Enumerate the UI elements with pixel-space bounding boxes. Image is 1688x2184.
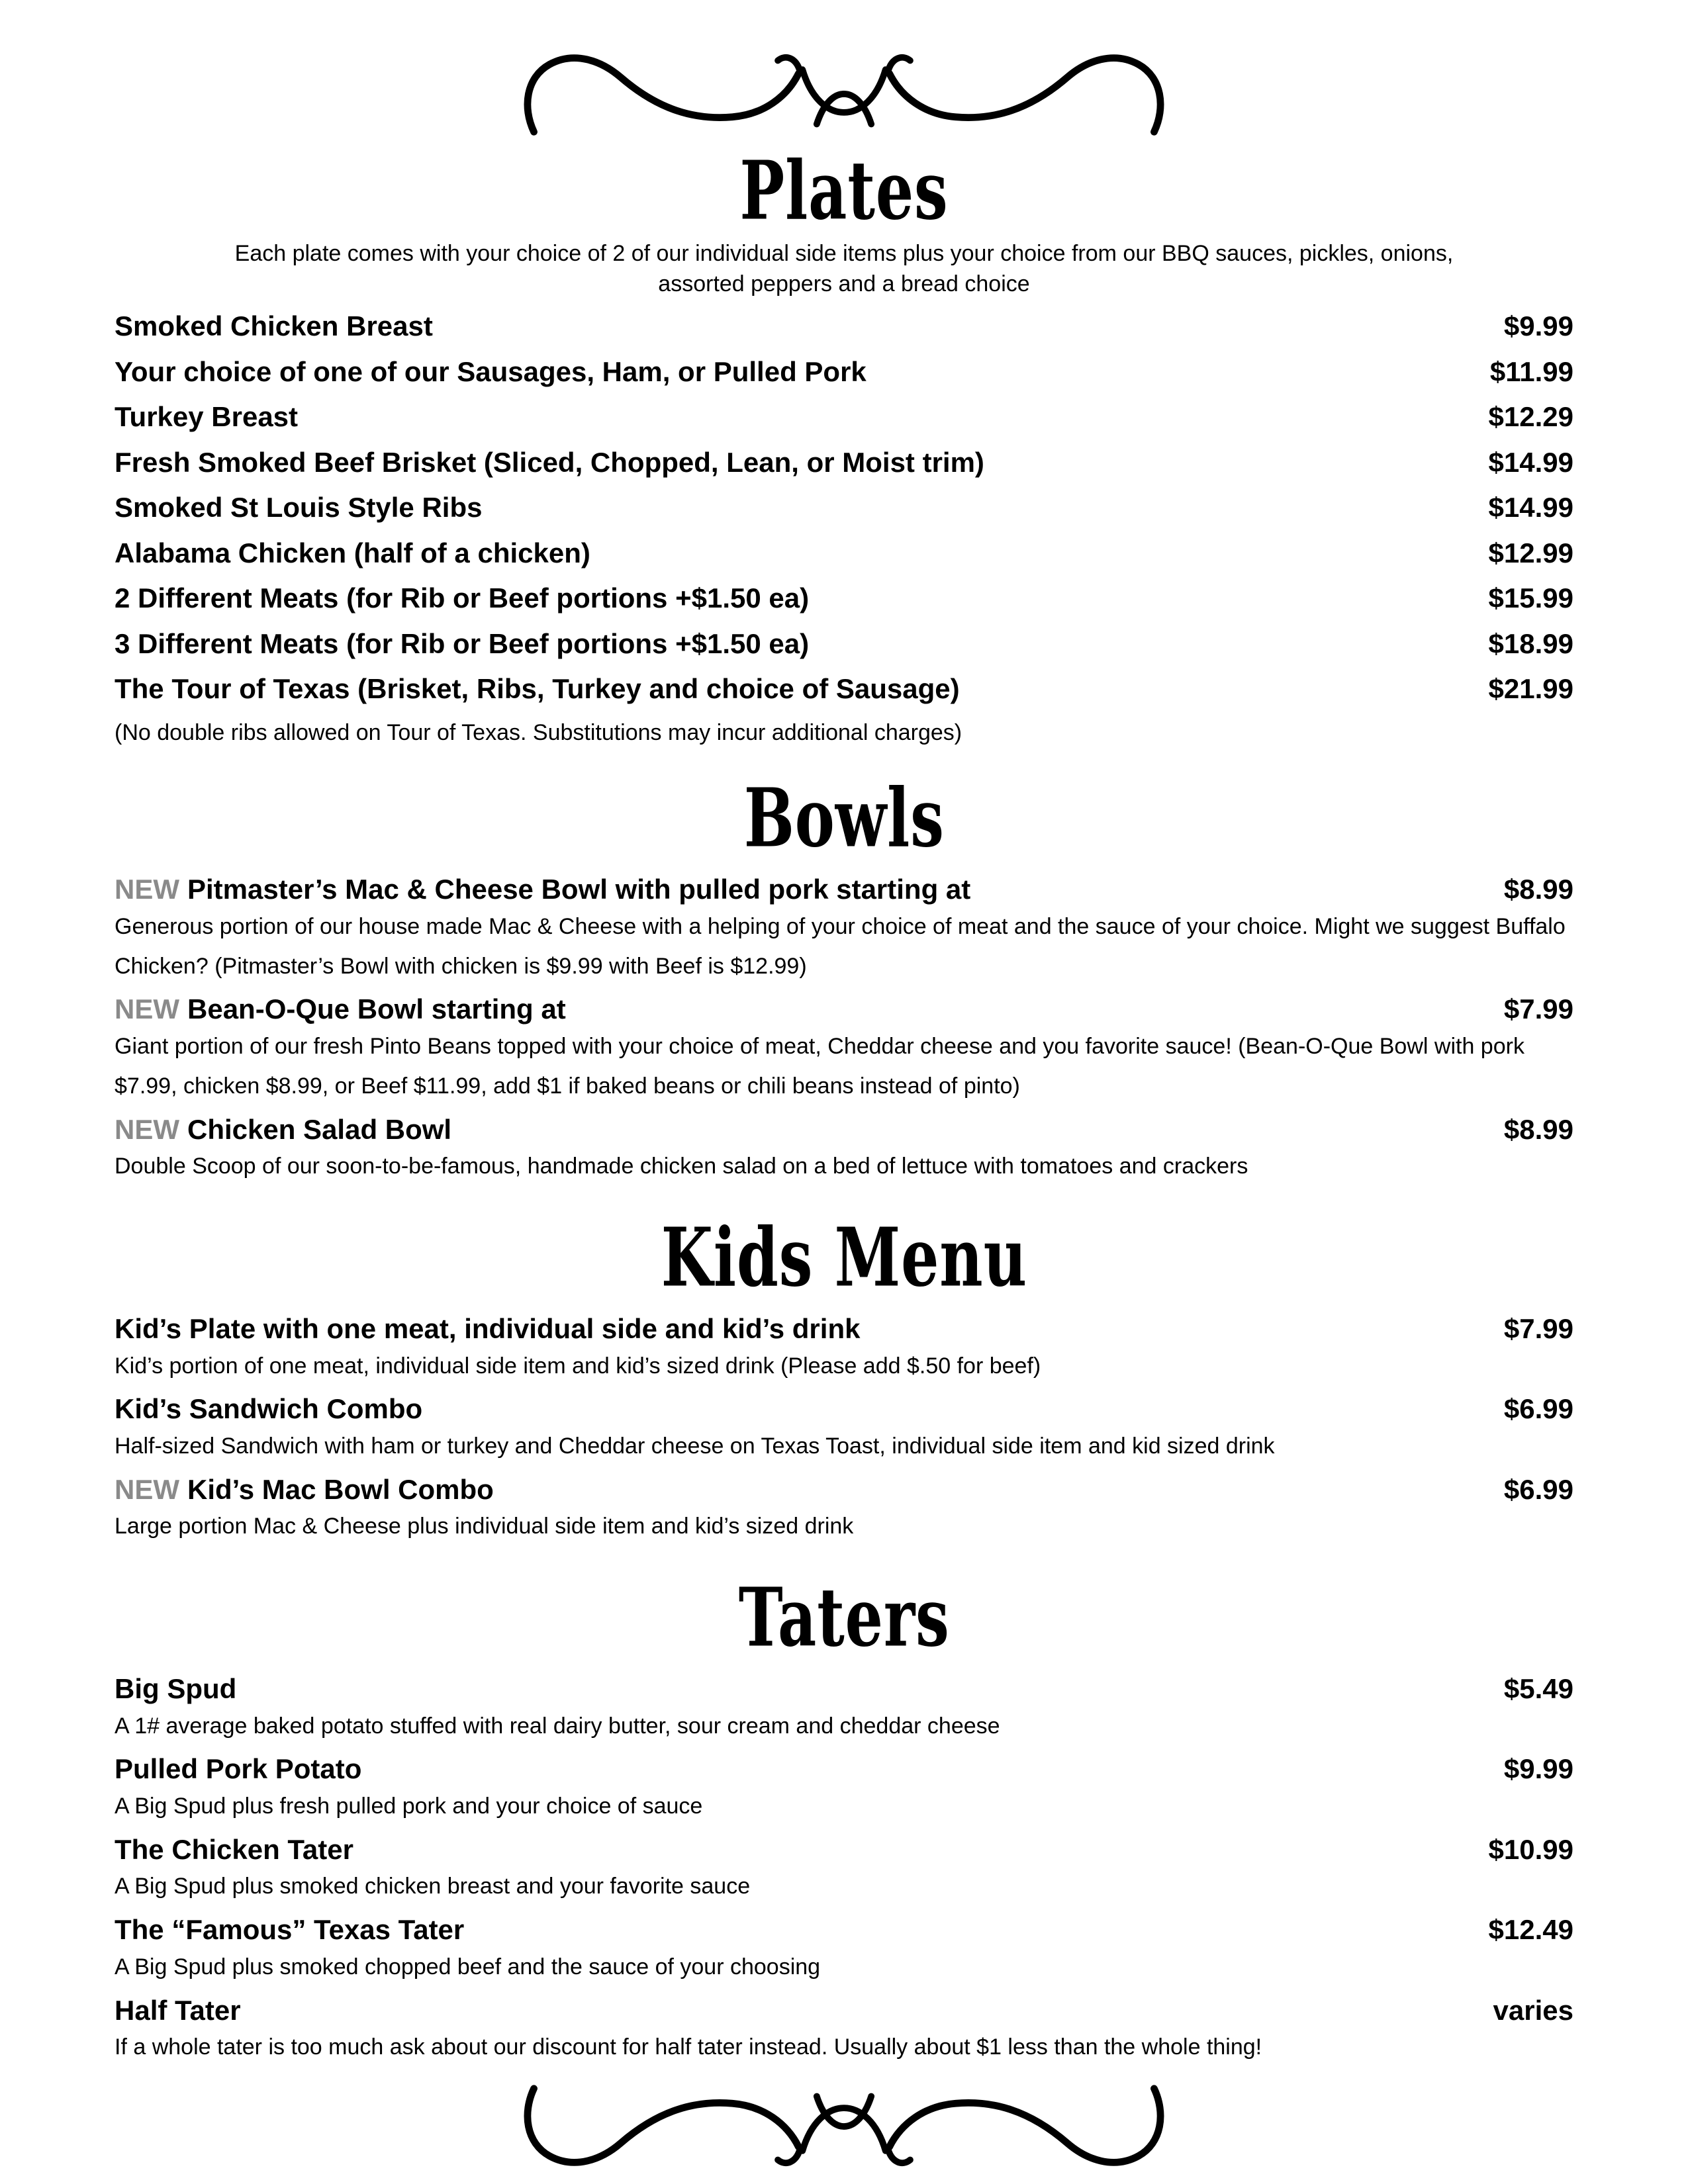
menu-item-row (115, 1392, 1573, 1426)
item-name: Bean-O-Que Bowl starting at (187, 993, 566, 1025)
item-description: Large portion Mac & Cheese plus individual side item and kid’s sized drink (115, 1514, 854, 1539)
kids-title-text: Kids Menu (661, 1210, 1027, 1305)
bowls-section-title (115, 770, 1573, 866)
menu-item-row (115, 993, 1573, 1026)
bowls-section (115, 770, 1573, 1187)
item-name: Chicken Salad Bowl (187, 1113, 452, 1145)
menu-item-row (115, 1833, 1573, 1866)
item-price: $11.99 (1489, 355, 1573, 387)
item-price: $10.99 (1488, 1833, 1573, 1865)
item-price: $8.99 (1503, 874, 1573, 905)
plates-title-text: Plates (739, 143, 949, 238)
bowls-title-text: Bowls (743, 770, 945, 866)
item-name: Smoked St Louis Style Ribs (115, 492, 483, 523)
item-description: Half-sized Sandwich with ham or turkey and Cheddar cheese on Texas Toast, individual side item and kid sized drink (115, 1433, 1275, 1459)
menu-item-row (115, 355, 1573, 388)
item-name: Fresh Smoked Beef Brisket (Sliced, Chopped, Lean, or Moist trim) (115, 446, 984, 478)
item-name: 3 Different Meats (for Rib or Beef portions +$1.50 ea) (115, 627, 810, 659)
item-price: $7.99 (1503, 993, 1573, 1025)
item-price: varies (1493, 1994, 1573, 2026)
new-badge: NEW (115, 993, 179, 1025)
item-price: $15.99 (1488, 582, 1573, 614)
item-price: $14.99 (1488, 446, 1573, 478)
item-price: $18.99 (1488, 627, 1573, 659)
item-name: Kid’s Sandwich Combo (115, 1393, 423, 1425)
item-name: 2 Different Meats (for Rib or Beef portions +$1.50 ea) (115, 582, 810, 614)
item-price: $8.99 (1503, 1113, 1573, 1145)
plates-subtitle: Each plate comes with your choice of 2 of our individual side items plus your choice from our BBQ sauces, pickles, onions, assorted peppers and a bread choice (234, 241, 1454, 296)
item-description: If a whole tater is too much ask about our discount for half tater instead. Usually about $1 less than the whole thing! (115, 2034, 1262, 2060)
item-name: The Chicken Tater (115, 1833, 353, 1865)
item-name: Turkey Breast (115, 401, 299, 433)
taters-title-text: Taters (738, 1570, 950, 1666)
item-price: $6.99 (1503, 1473, 1573, 1505)
item-price: $9.99 (1503, 1753, 1573, 1785)
item-price: $21.99 (1488, 673, 1573, 705)
item-name: Smoked Chicken Breast (115, 310, 433, 342)
menu-item-row (115, 491, 1573, 524)
item-description: A 1# average baked potato stuffed with real dairy butter, sour cream and cheddar cheese (115, 1713, 1000, 1739)
menu-item-row (115, 873, 1573, 906)
item-price: $12.99 (1488, 537, 1573, 569)
menu-item-row (115, 537, 1573, 570)
new-badge: NEW (115, 1473, 179, 1505)
new-badge: NEW (115, 1113, 179, 1145)
item-description: A Big Spud plus smoked chopped beef and the sauce of your choosing (115, 1954, 821, 1979)
item-description: A Big Spud plus fresh pulled pork and your choice of sauce (115, 1794, 703, 1819)
item-name: Big Spud (115, 1673, 237, 1705)
new-badge: NEW (115, 874, 179, 905)
item-name: The “Famous” Texas Tater (115, 1914, 465, 1946)
taters-section-title (115, 1569, 1573, 1666)
menu-item-row (115, 1913, 1573, 1946)
plates-footnote: (No double ribs allowed on Tour of Texas. Substitutions may incur additional charges) (115, 720, 962, 746)
item-price: $14.99 (1488, 492, 1573, 523)
flourish-ornament-bottom (510, 2079, 1178, 2177)
menu-item-row (115, 627, 1573, 660)
menu-item-row (115, 400, 1573, 433)
item-name: The Tour of Texas (Brisket, Ribs, Turkey and choice of Sausage) (115, 673, 960, 705)
menu-item-row (115, 1473, 1573, 1506)
plates-section-title (115, 142, 1573, 239)
menu-item-row (115, 1994, 1573, 2027)
item-price: $12.29 (1488, 401, 1573, 433)
menu-item-row (115, 1312, 1573, 1345)
item-description: Generous portion of our house made Mac & Cheese with a helping of your choice of meat and the sauce of your choice. Might we suggest Buffalo Chicken? (Pitmaster’s Bowl with chicken is $9.99 with Beef is $12.99) (115, 913, 1566, 979)
item-description: Double Scoop of our soon-to-be-famous, handmade chicken salad on a bed of lettuce with tomatoes and crackers (115, 1154, 1248, 1179)
menu-item-row (115, 1672, 1573, 1706)
kids-section-title (115, 1209, 1573, 1306)
plates-item-list (115, 310, 1573, 705)
item-price: $7.99 (1503, 1312, 1573, 1344)
menu-item-row (115, 582, 1573, 615)
flourish-ornament-top (510, 44, 1178, 141)
kids-section (115, 1209, 1573, 1547)
item-description: Kid’s portion of one meat, individual side item and kid’s sized drink (Please add $.50 for beef) (115, 1353, 1041, 1379)
taters-section (115, 1569, 1573, 2068)
item-name: Pulled Pork Potato (115, 1753, 362, 1785)
menu-item-row (115, 1113, 1573, 1146)
menu-item-row (115, 446, 1573, 479)
item-price: $9.99 (1503, 310, 1573, 342)
item-name: Kid’s Plate with one meat, individual side and kid’s drink (115, 1312, 861, 1344)
item-name: Your choice of one of our Sausages, Ham, or Pulled Pork (115, 355, 867, 387)
item-name: Half Tater (115, 1994, 241, 2026)
menu-item-row (115, 310, 1573, 343)
item-name: Pitmaster’s Mac & Cheese Bowl with pulled pork starting at (187, 874, 971, 905)
item-price: $12.49 (1488, 1914, 1573, 1946)
menu-item-row (115, 1752, 1573, 1786)
item-description: A Big Spud plus smoked chicken breast and your favorite sauce (115, 1874, 751, 1899)
item-name: Alabama Chicken (half of a chicken) (115, 537, 590, 569)
item-price: $6.99 (1503, 1393, 1573, 1425)
menu-item-row (115, 672, 1573, 705)
item-price: $5.49 (1503, 1673, 1573, 1705)
item-description: Giant portion of our fresh Pinto Beans topped with your choice of meat, Cheddar cheese and you favorite sauce! (Bean-O-Que Bowl with pork $7.99, chicken $8.99, or Beef $11.99, add $1 if baked beans or chili beans instead of pinto) (115, 1033, 1524, 1099)
item-name: Kid’s Mac Bowl Combo (187, 1473, 494, 1505)
